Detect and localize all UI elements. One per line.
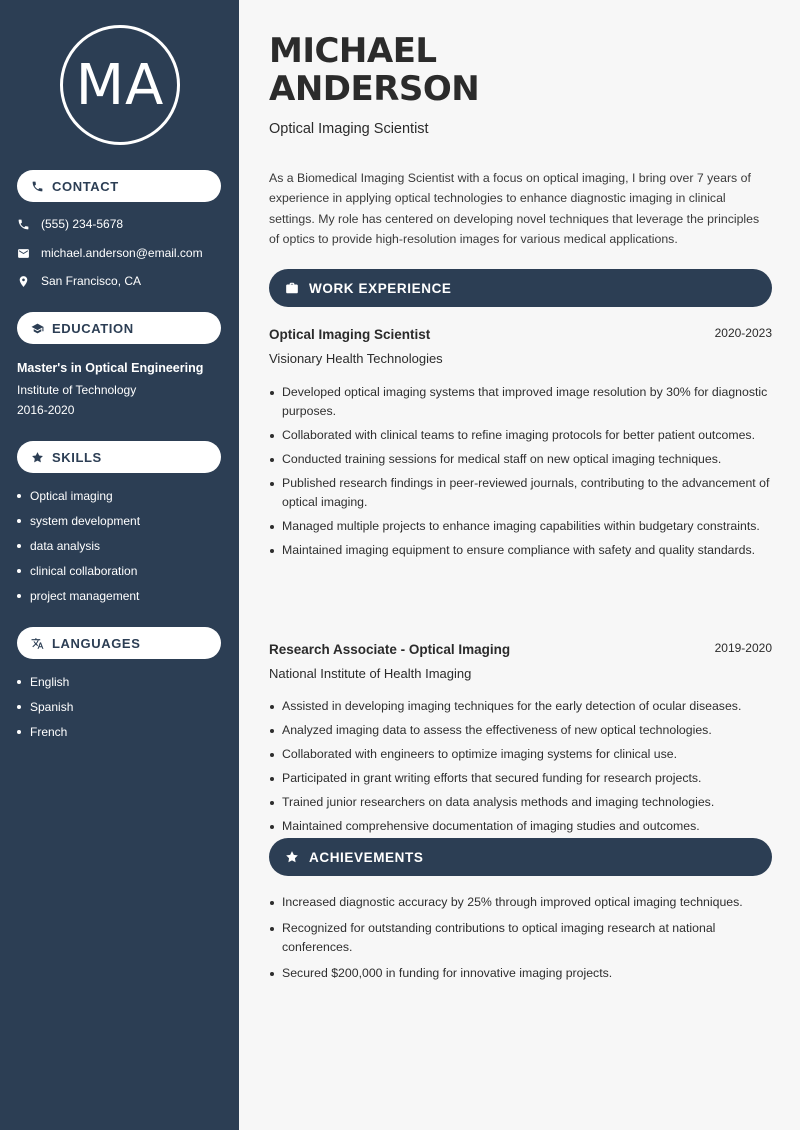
monogram-avatar: MA <box>60 25 180 145</box>
star-icon <box>31 451 44 464</box>
email-icon <box>17 247 30 260</box>
contact-location: San Francisco, CA <box>41 274 142 288</box>
education-heading: EDUCATION <box>52 320 134 336</box>
sidebar <box>0 0 239 1130</box>
job-bullet: Published research findings in peer-reviewed journals, contributing to the advancement of optical imaging. <box>269 474 772 512</box>
language-item: French <box>17 719 73 744</box>
contact-heading: CONTACT <box>52 178 119 194</box>
star-icon <box>285 850 299 864</box>
skill-item: data analysis <box>17 533 140 558</box>
job-bullet: Managed multiple projects to enhance imaging capabilities within budgetary constraints. <box>269 517 772 536</box>
job-1-company: Visionary Health Technologies <box>269 351 443 366</box>
job-bullet: Analyzed imaging data to assess the effectiveness of new optical technologies. <box>269 721 772 740</box>
work-experience-heading: WORK EXPERIENCE <box>309 280 452 296</box>
languages-heading-pill <box>17 627 221 659</box>
achievements-heading: ACHIEVEMENTS <box>309 849 424 865</box>
achievement-item: Secured $200,000 in funding for innovative imaging projects. <box>269 964 772 983</box>
contact-email-row <box>17 246 203 260</box>
achievements-heading-bar <box>269 838 772 876</box>
achievement-item: Increased diagnostic accuracy by 25% through improved optical imaging techniques. <box>269 893 772 912</box>
job-bullet: Maintained imaging equipment to ensure compliance with safety and quality standards. <box>269 541 772 560</box>
languages-list <box>17 669 73 744</box>
job-2-bullets <box>269 697 772 836</box>
job-1-dates: 2020-2023 <box>714 326 772 340</box>
work-experience-heading-bar <box>269 269 772 307</box>
contact-email: michael.anderson@email.com <box>41 246 203 260</box>
education-school: Institute of Technology <box>17 383 137 397</box>
profile-summary: As a Biomedical Imaging Scientist with a focus on optical imaging, I bring over 7 years of experience in applying optical technologies to enhance diagnostic imaging in clinical settings. My role has centered on developing novel techniques that leverage the principles of optics to provide high-resolution images for various medical applications. <box>269 171 760 246</box>
skill-item: system development <box>17 508 140 533</box>
skill-item: Optical imaging <box>17 483 140 508</box>
job-bullet: Assisted in developing imaging techniques for the early detection of ocular diseases. <box>269 697 772 716</box>
contact-location-row <box>17 274 141 288</box>
skill-item: project management <box>17 583 140 608</box>
briefcase-icon <box>285 281 299 295</box>
name-first: MICHAEL <box>269 31 437 71</box>
phone-icon <box>17 218 30 231</box>
job-1-title: Optical Imaging Scientist <box>269 327 431 342</box>
job-bullet: Maintained comprehensive documentation of imaging studies and outcomes. <box>269 817 772 836</box>
achievements-list <box>269 893 772 983</box>
education-heading-pill <box>17 312 221 344</box>
job-title-headline: Optical Imaging Scientist <box>269 121 429 137</box>
education-degree: Master's in Optical Engineering <box>17 361 204 375</box>
job-2-company: National Institute of Health Imaging <box>269 666 472 681</box>
job-bullet: Conducted training sessions for medical staff on new optical imaging techniques. <box>269 450 772 469</box>
job-1-bullets <box>269 383 772 560</box>
contact-phone-row <box>17 217 123 231</box>
job-bullet: Trained junior researchers on data analysis methods and imaging technologies. <box>269 793 772 812</box>
job-2-dates: 2019-2020 <box>714 641 772 655</box>
languages-heading: LANGUAGES <box>52 635 141 651</box>
name-last: ANDERSON <box>269 69 480 109</box>
job-bullet: Collaborated with engineers to optimize imaging systems for clinical use. <box>269 745 772 764</box>
education-years: 2016-2020 <box>17 403 75 417</box>
contact-phone: (555) 234-5678 <box>41 217 124 231</box>
contact-heading-pill <box>17 170 221 202</box>
translate-icon <box>31 637 44 650</box>
achievement-item: Recognized for outstanding contributions to optical imaging research at national conferences. <box>269 919 772 957</box>
job-bullet: Participated in grant writing efforts that secured funding for research projects. <box>269 769 772 788</box>
job-2-title: Research Associate - Optical Imaging <box>269 642 511 657</box>
skills-heading-pill <box>17 441 221 473</box>
skills-heading: SKILLS <box>52 449 102 465</box>
phone-icon <box>31 180 44 193</box>
skill-item: clinical collaboration <box>17 558 140 583</box>
full-name <box>269 32 479 108</box>
location-pin-icon <box>17 275 30 288</box>
graduation-cap-icon <box>31 322 44 335</box>
job-bullet: Collaborated with clinical teams to refine imaging protocols for better patient outcomes. <box>269 426 772 445</box>
language-item: Spanish <box>17 694 73 719</box>
skills-list <box>17 483 140 608</box>
job-bullet: Developed optical imaging systems that improved image resolution by 30% for diagnostic purposes. <box>269 383 772 421</box>
language-item: English <box>17 669 73 694</box>
